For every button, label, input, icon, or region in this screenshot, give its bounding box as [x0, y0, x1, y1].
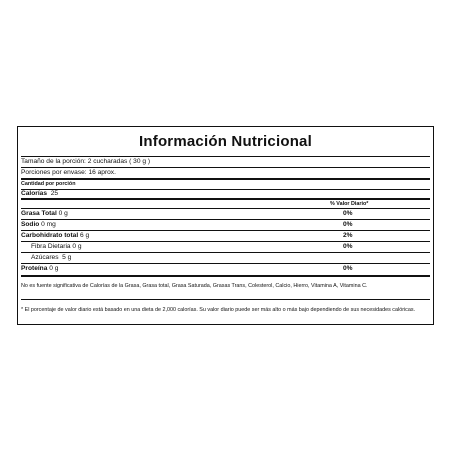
divider-thick	[21, 178, 430, 180]
servings-per-container: Porciones por envase: 16 aprox.	[21, 169, 116, 176]
nutrient-amount: 5 g	[62, 254, 72, 261]
divider	[21, 167, 430, 168]
nutrient-label: Sodio	[21, 221, 40, 228]
nutrient-row-fat	[21, 210, 430, 218]
divider	[21, 241, 430, 242]
nutrient-label: Proteína	[21, 265, 48, 272]
not-significant-note: No es fuente significativa de Calorías de la Grasa, Grasa total, Grasa Saturada, Grasas Trans, Colesterol, Calcio, Hierro, Vitamina A, Vitamina C.	[21, 283, 368, 289]
divider	[21, 156, 430, 157]
nutrient-label: Azúcares	[31, 254, 59, 261]
nutrient-row-carbs	[21, 232, 430, 240]
nutrition-facts-panel	[17, 126, 434, 325]
serving-size: Tamaño de la porción: 2 cucharadas ( 30 g )	[21, 158, 151, 165]
nutrient-dv: 0%	[343, 221, 353, 228]
panel-title: Información Nutricional	[139, 133, 312, 150]
calories-row	[21, 190, 430, 198]
daily-value-header: % Valor Diario*	[330, 201, 369, 207]
nutrient-dv: 0%	[343, 265, 353, 272]
amount-per-serving-label: Cantidad por porción	[21, 181, 76, 187]
nutrient-row-protein	[21, 265, 430, 273]
divider	[21, 263, 430, 264]
nutrient-amount: 0 mg	[41, 221, 56, 228]
nutrient-row-sugars	[31, 254, 430, 262]
divider	[21, 299, 430, 300]
divider	[21, 219, 430, 220]
nutrient-dv: 0%	[343, 210, 353, 217]
divider	[21, 252, 430, 253]
footnote: * El porcentaje de valor diario está basado en una dieta de 2,000 calorías. Su valor diario puede ser más alto o más bajo dependiendo de sus necesidades calóricas.	[21, 307, 416, 313]
nutrient-dv: 2%	[343, 232, 353, 239]
nutrient-label: Fibra Dietaria	[31, 243, 71, 250]
nutrient-row-sodium	[21, 221, 430, 229]
nutrient-row-fiber	[31, 243, 430, 251]
nutrient-label: Grasa Total	[21, 210, 57, 217]
nutrient-amount: 0 g	[49, 265, 59, 272]
divider	[21, 208, 430, 209]
divider	[21, 230, 430, 231]
calories-label: Calorías	[21, 190, 48, 197]
nutrient-label: Carbohidrato total	[21, 232, 79, 239]
nutrient-amount: 0 g	[72, 243, 82, 250]
nutrient-dv: 0%	[343, 243, 353, 250]
nutrient-amount: 6 g	[80, 232, 90, 239]
nutrient-amount: 0 g	[58, 210, 68, 217]
divider-thick	[21, 198, 430, 200]
calories-value: 25	[50, 190, 59, 197]
divider-thick	[21, 275, 430, 277]
